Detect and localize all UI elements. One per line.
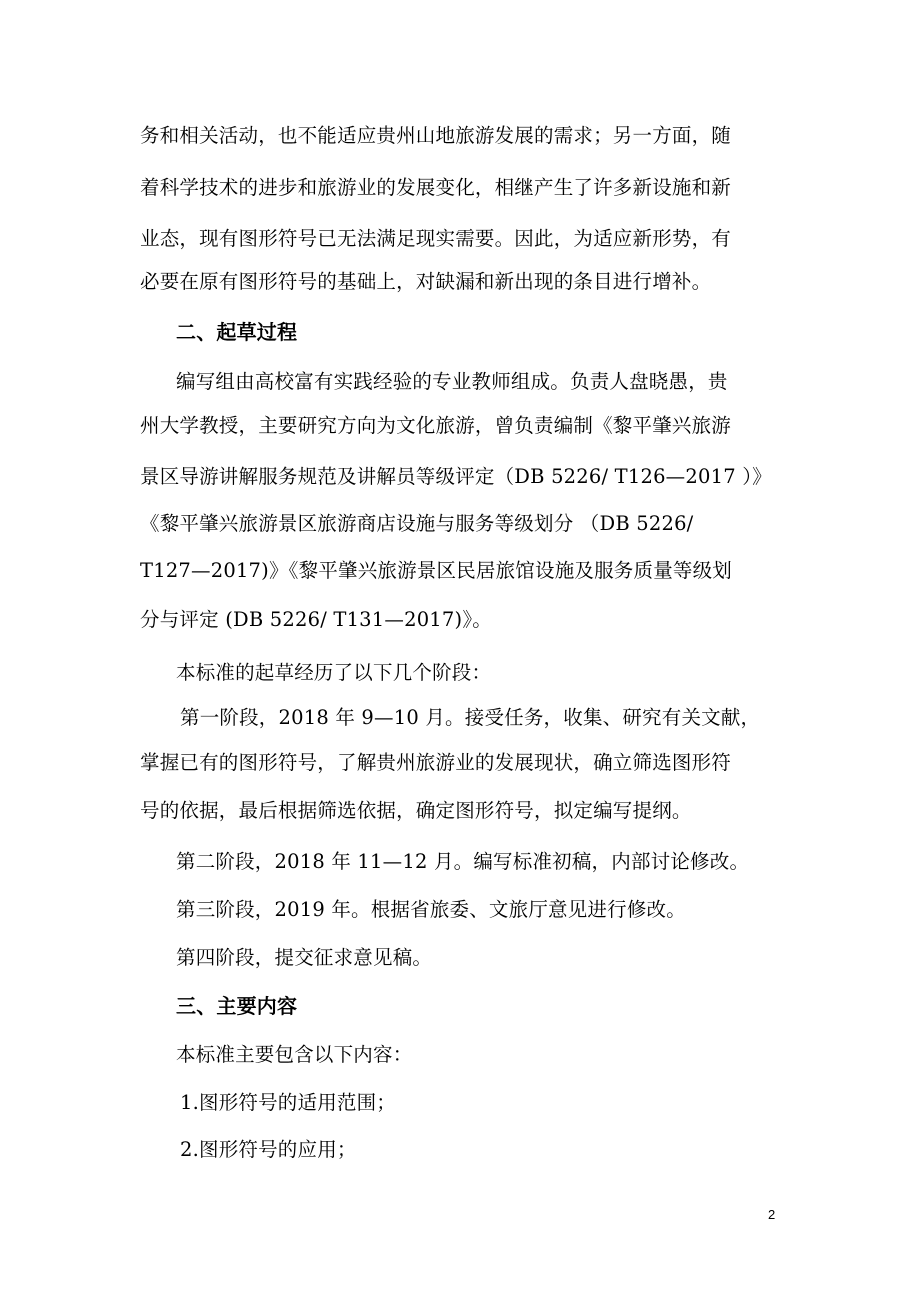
paragraph-line: 《黎平肇兴旅游景区旅游商店设施与服务等级划分 （DB 5226/ <box>140 512 694 535</box>
paragraph-line: 分与评定 (DB 5226/ T131—2017)》。 <box>140 608 492 631</box>
stage-2: 第二阶段，2018 年 11—12 月。编写标准初稿，内部讨论修改。 <box>176 850 750 873</box>
paragraph-line: 业态，现有图形符号已无法满足现实需要。因此，为适应新形势，有 <box>140 227 732 250</box>
stage-3: 第三阶段，2019 年。根据省旅委、文旅厅意见进行修改。 <box>176 898 686 921</box>
stage-1-line: 第一阶段，2018 年 9—10 月。接受任务，收集、研究有关文献， <box>180 706 761 729</box>
page-number: 2 <box>768 1207 776 1222</box>
paragraph-line: 必要在原有图形符号的基础上，对缺漏和新出现的条目进行增补。 <box>140 270 712 293</box>
paragraph-line: 景区导游讲解服务规范及讲解员等级评定（DB 5226/ T126—2017 ）》 <box>140 465 772 488</box>
paragraph-line: 务和相关活动，也不能适应贵州山地旅游发展的需求；另一方面，随 <box>140 124 732 147</box>
content-intro: 本标准主要包含以下内容： <box>176 1043 413 1066</box>
section-heading-drafting-process: 二、起草过程 <box>176 320 298 344</box>
stage-1-line: 号的依据，最后根据筛选依据，确定图形符号，拟定编写提纲。 <box>140 799 692 822</box>
paragraph-line: 着科学技术的进步和旅游业的发展变化，相继产生了许多新设施和新 <box>140 176 732 199</box>
list-item: 2.图形符号的应用； <box>180 1138 357 1161</box>
paragraph-line: 州大学教授，主要研究方向为文化旅游，曾负责编制《黎平肇兴旅游 <box>140 414 732 437</box>
paragraph-line: T127—2017)》《黎平肇兴旅游景区民居旅馆设施及服务质量等级划 <box>140 559 733 582</box>
stages-intro: 本标准的起草经历了以下几个阶段： <box>176 661 492 684</box>
stage-4: 第四阶段，提交征求意见稿。 <box>176 946 433 969</box>
paragraph-line: 编写组由高校富有实践经验的专业教师组成。负责人盘晓愚，贵 <box>176 370 728 393</box>
section-heading-main-content: 三、主要内容 <box>176 994 298 1018</box>
list-item: 1.图形符号的适用范围； <box>180 1091 397 1114</box>
stage-1-line: 掌握已有的图形符号，了解贵州旅游业的发展现状，确立筛选图形符 <box>140 751 732 774</box>
